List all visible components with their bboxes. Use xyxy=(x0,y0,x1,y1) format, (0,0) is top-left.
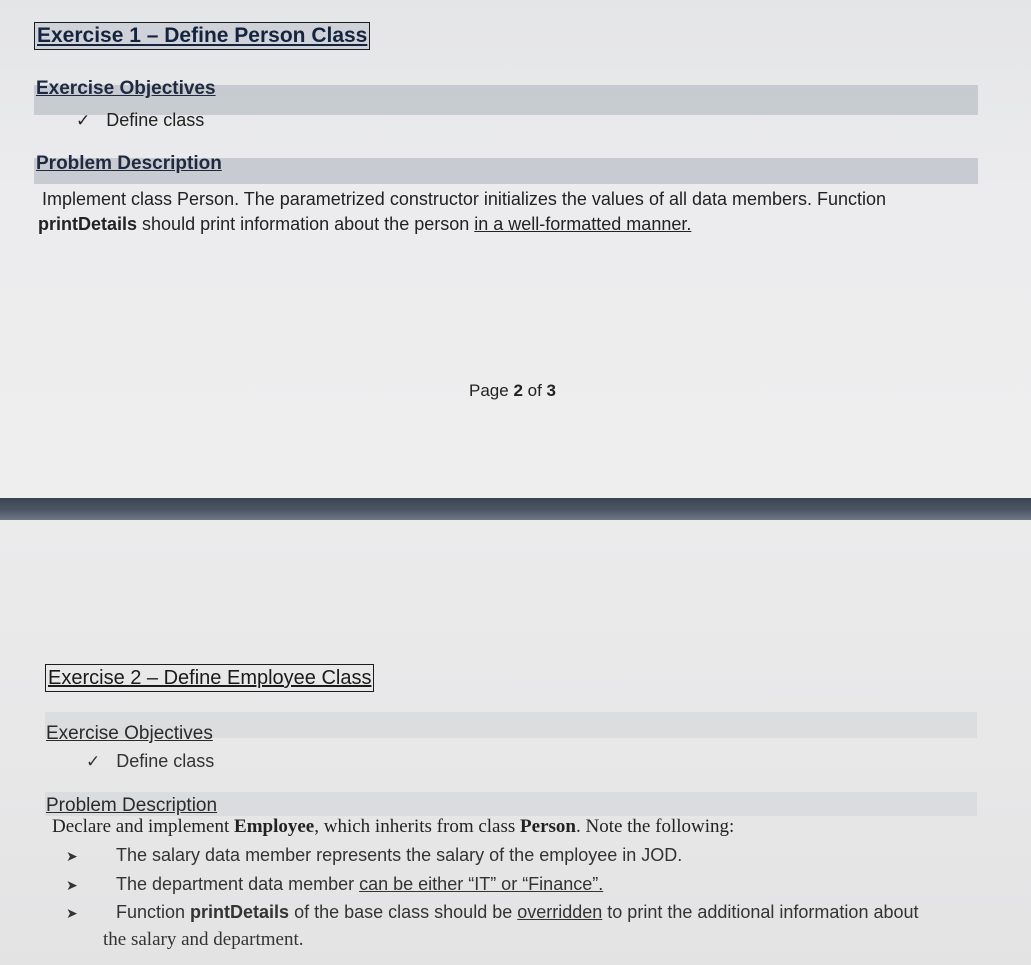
exercise-2-title: Exercise 2 – Define Employee Class xyxy=(45,664,374,692)
exercise-2-objectives-heading: Exercise Objectives xyxy=(46,723,213,744)
person-term: Person xyxy=(520,816,576,837)
page-number xyxy=(469,381,556,401)
overridden-term: overridden xyxy=(517,902,603,922)
objective-label: Define class xyxy=(116,751,215,771)
bullet-text: The salary data member represents the salary of the employee in JOD. xyxy=(116,845,683,865)
exercise-1-problem-heading: Problem Description xyxy=(36,153,222,174)
intro-text: Declare and implement xyxy=(52,816,235,837)
intro-text: , which inherits from class xyxy=(314,816,521,837)
bullet-text: to print the additional information about xyxy=(602,902,919,922)
page-middle: of xyxy=(522,381,547,400)
print-details-term: printDetails xyxy=(38,214,138,234)
arrow-bullet-icon: ➤ xyxy=(66,905,78,921)
exercise-1-description-line-2 xyxy=(38,212,691,237)
employee-term: Employee xyxy=(234,816,315,837)
objective-label: Define class xyxy=(106,110,205,130)
print-details-term: printDetails xyxy=(190,902,290,922)
bullet-1 xyxy=(66,843,682,869)
arrow-bullet-icon: ➤ xyxy=(66,877,78,893)
exercise-2-objective-item xyxy=(86,751,214,772)
bullet-text: Function xyxy=(116,902,191,922)
bullet-3-continuation: the salary and department. xyxy=(103,929,304,950)
exercise-1-description-line-1: Implement class Person. The parametrized constructor initializes the values of all data members. Function xyxy=(42,189,887,209)
exercise-2-intro xyxy=(52,814,734,839)
exercise-1-objectives-heading: Exercise Objectives xyxy=(36,78,216,99)
page-prefix: Page xyxy=(469,381,514,400)
page-current: 2 xyxy=(513,381,523,400)
bullet-text: The department data member xyxy=(116,874,360,894)
bullet-3 xyxy=(66,900,919,926)
well-formatted-phrase: in a well-formatted manner. xyxy=(474,214,692,234)
checkmark-icon: ✓ xyxy=(76,111,91,130)
bullet-text: of the base class should be xyxy=(289,902,518,922)
exercise-1-objective-item xyxy=(76,110,204,131)
page-separator xyxy=(0,498,1031,520)
checkmark-icon: ✓ xyxy=(86,752,101,771)
description-text: should print information about the person xyxy=(137,214,475,234)
department-options: can be either “IT” or “Finance”. xyxy=(359,874,604,894)
exercise-2-problem-heading: Problem Description xyxy=(46,795,218,816)
bullet-2 xyxy=(66,872,603,898)
exercise-1-title: Exercise 1 – Define Person Class xyxy=(34,22,370,50)
intro-text: . Note the following: xyxy=(575,816,735,837)
page-total: 3 xyxy=(546,381,556,400)
arrow-bullet-icon: ➤ xyxy=(66,848,78,864)
